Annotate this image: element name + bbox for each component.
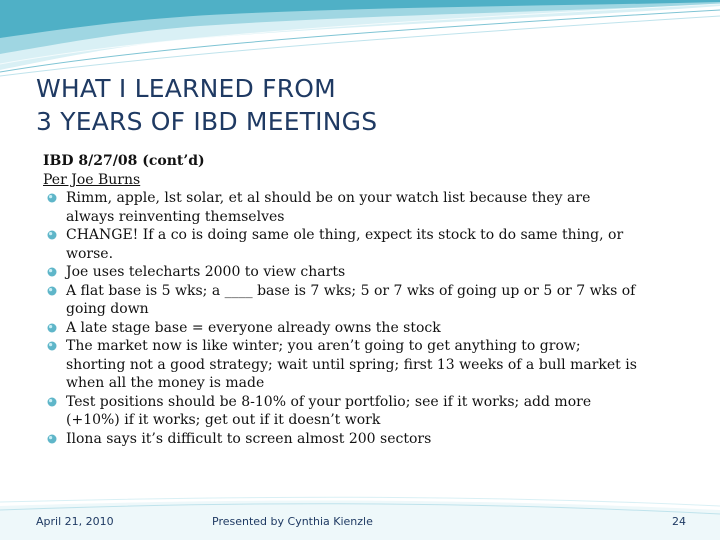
bullet-5-line-1: A late stage base = everyone already owns the stock: [66, 319, 441, 336]
footer-wave-decoration: [0, 470, 720, 540]
list-item: [43, 319, 683, 338]
footer-presenter: Presented by Cynthia Kienzle: [212, 515, 373, 528]
slide-title: [36, 72, 676, 138]
page-number: 24: [672, 515, 686, 528]
bullet-6-line-1: The market now is like winter; you aren’t going to get anything to grow;: [66, 338, 581, 354]
teal-circle-bullet-icon: [47, 434, 57, 444]
title-line-2: 3 YEARS OF IBD MEETINGS: [36, 107, 378, 136]
bullet-2-line-2: worse.: [66, 245, 114, 262]
teal-circle-bullet-icon: [47, 341, 57, 351]
bullet-4-line-1: A flat base is 5 wks; a ____ base is 7 wks; 5 or 7 wks of going up or 5 or 7 wks of: [66, 282, 636, 299]
bullet-1-line-2: always reinventing themselves: [66, 208, 285, 225]
bullet-1-line-1: Rimm, apple, lst solar, et al should be on your watch list because they are: [66, 190, 591, 206]
list-item: [43, 263, 683, 282]
list-item: [43, 337, 683, 393]
list-item: [43, 189, 683, 226]
list-item: [43, 430, 683, 449]
list-item: [43, 226, 683, 263]
teal-circle-bullet-icon: [47, 323, 57, 333]
bullet-8-line-1: Ilona says it’s difficult to screen almost 200 sectors: [66, 430, 432, 447]
bullet-list: [43, 189, 683, 448]
header-wave-decoration: [0, 0, 720, 80]
bullet-6-line-3: when all the money is made: [66, 375, 265, 391]
list-item: [43, 282, 683, 319]
bullet-7-line-1: Test positions should be 8-10% of your portfolio; see if it works; add more: [66, 393, 592, 410]
teal-circle-bullet-icon: [47, 397, 57, 407]
teal-circle-bullet-icon: [47, 267, 57, 277]
title-line-1: WHAT I LEARNED FROM: [36, 74, 336, 103]
bullet-4-line-2: going down: [66, 301, 149, 317]
teal-circle-bullet-icon: [47, 230, 57, 240]
bullet-2-line-1: CHANGE! If a co is doing same ole thing, expect its stock to do same thing, or: [66, 227, 624, 243]
subheading: IBD 8/27/08 (cont’d): [43, 153, 205, 169]
teal-circle-bullet-icon: [47, 286, 57, 296]
slide-body: [43, 152, 683, 448]
teal-circle-bullet-icon: [47, 193, 57, 203]
bullet-6-line-2: shorting not a good strategy; wait until spring; first 13 weeks of a bull market is: [66, 356, 637, 373]
source-line: Per Joe Burns: [43, 171, 141, 188]
list-item: [43, 393, 683, 430]
footer-date: April 21, 2010: [36, 515, 114, 528]
bullet-3-line-1: Joe uses telecharts 2000 to view charts: [66, 264, 346, 280]
bullet-7-line-2: (+10%) if it works; get out if it doesn’t work: [66, 412, 381, 428]
